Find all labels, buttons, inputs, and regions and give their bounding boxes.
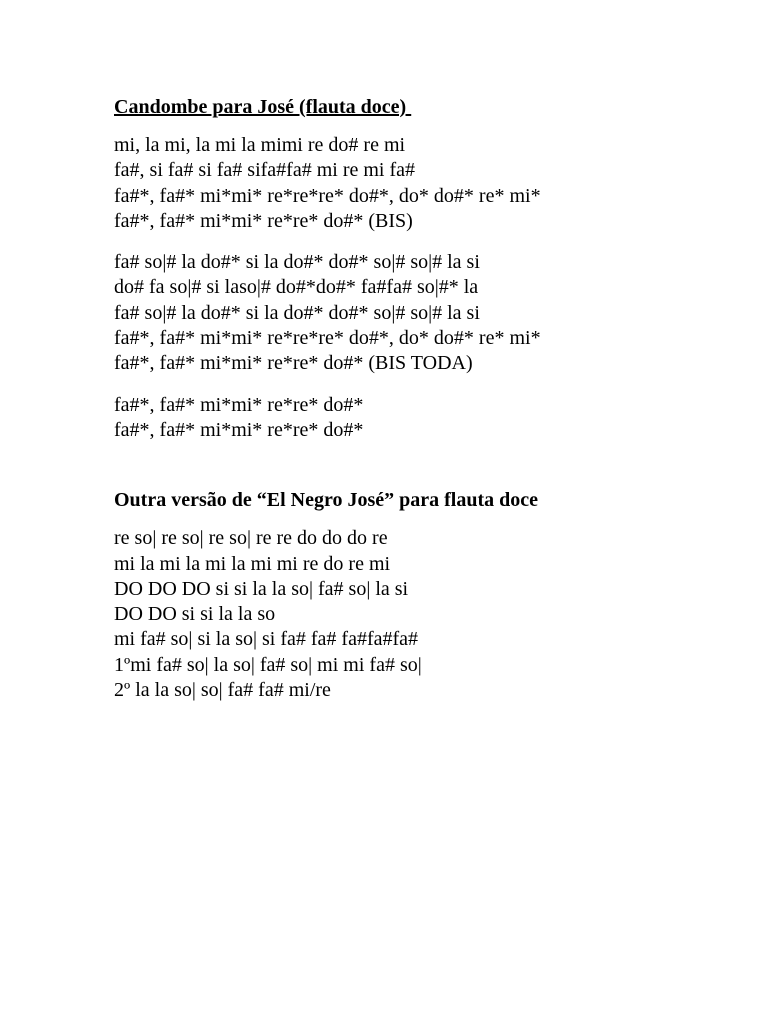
notes-line: fa#*, fa#* mi*mi* re*re*re* do#*, do* do#* re* mi* (114, 184, 541, 207)
section-spacer (114, 459, 734, 487)
notes-line: fa#*, fa#* mi*mi* re*re* do#* (114, 418, 364, 441)
notes-line: mi fa# so| si la so| si fa# fa# fa#fa#fa# (114, 628, 419, 651)
notes-line: fa#*, fa#* mi*mi* re*re* do#* (BIS) (114, 209, 413, 232)
section-title-candombe: Candombe para José (flauta doce) (114, 96, 412, 118)
notes-line: re so| re so| re so| re re do do do re (114, 527, 388, 550)
notes-block-4 (114, 526, 734, 703)
section-title-outra-versao: Outra versão de “El Negro José” para flauta doce (114, 489, 539, 512)
notes-line: 2º la la so| so| fa# fa# mi/re (114, 679, 331, 702)
notes-line: fa#*, fa#* mi*mi* re*re* do#* (114, 393, 364, 416)
notes-line: mi la mi la mi la mi mi re do re mi (114, 552, 391, 575)
notes-line: mi, la mi, la mi la mimi re do# re mi (114, 134, 406, 156)
notes-line: fa#*, fa#* mi*mi* re*re*re* do#*, do* do#* re* mi* (114, 327, 541, 350)
notes-line: DO DO si si la la so (114, 603, 276, 626)
notes-line: fa# so|# la do#* si la do#* do#* so|# so|# la si (114, 301, 480, 324)
document-page (114, 94, 734, 719)
notes-line: fa# so|# la do#* si la do#* do#* so|# so|# la si (114, 251, 480, 274)
notes-line: 1ºmi fa# so| la so| fa# so| mi mi fa# so| (114, 653, 422, 676)
notes-line: DO DO DO si si la la so| fa# so| la si (114, 577, 409, 600)
notes-block-1 (114, 133, 734, 234)
notes-line: do# fa so|# si laso|# do#*do#* fa#fa# so|#* la (114, 276, 479, 299)
notes-line: fa#, si fa# si fa# sifa#fa# mi re mi fa# (114, 159, 416, 182)
notes-line: fa#*, fa#* mi*mi* re*re* do#* (BIS TODA) (114, 352, 473, 375)
notes-block-2 (114, 250, 734, 376)
notes-block-3 (114, 393, 734, 444)
